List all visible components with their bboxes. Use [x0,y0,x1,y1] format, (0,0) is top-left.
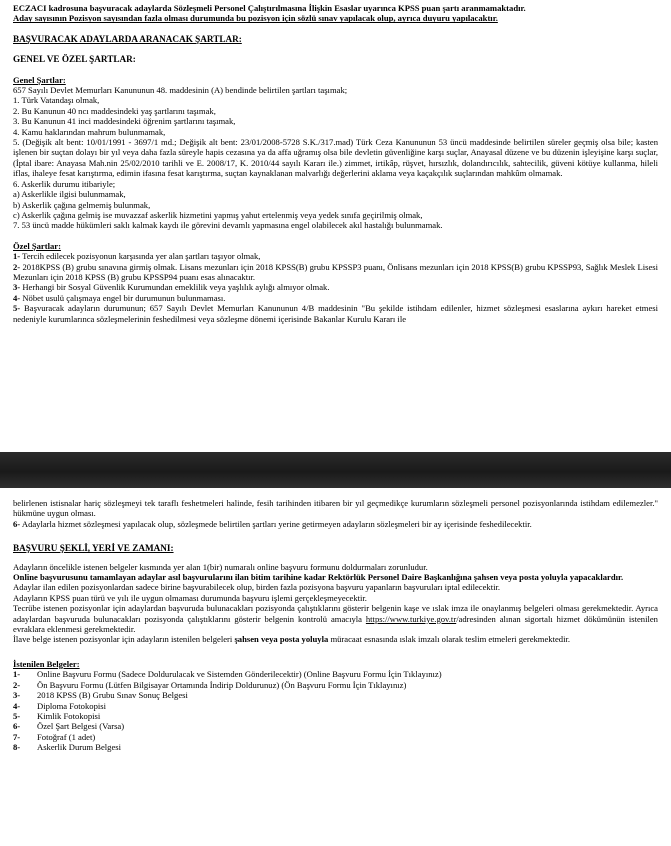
item-number: 3- [13,282,21,293]
paragraph-text: /adresinden alınan sigortalı hizmet dökümünün istenilen evraklara eklenmesi gerekmektedir. [13,613,658,635]
general-requirement-line: 1. Türk Vatandaşı olmak, [13,95,100,106]
page-break-divider [0,452,671,488]
application-paragraph: Adayların öncelikle istenen belgeler kısmında yer alan 1(bir) numaralı online başvuru formunu doldurmaları zorunludur. [13,561,428,572]
item-text: Tercih edilecek pozisyonun karşısında yer alan şartları taşıyor olmak, [22,251,261,262]
application-paragraph [13,603,658,634]
general-requirements-title: Genel Şartlar: [13,74,66,85]
special-requirement-item [13,293,658,303]
item-text: Askerlik Durum Belgesi [37,742,122,753]
top-section [13,3,658,324]
application-paragraph: Adaylar ilan edilen pozisyonlardan sadece birine başvurabilecek olup, birden fazla pozisyona başvuru yapanların başvuruları iptal edilecektir. [13,582,501,593]
paragraph-text: İlave belge istenen pozisyonlar için adayların istenilen belgeleri [13,634,235,645]
general-requirement-line: 657 Sayılı Devlet Memurları Kanununun 48. maddesinin (A) bendinde belirtilen şartları taşımak; [13,85,348,96]
paragraph-text: Tecrübe istenen pozisyonlar için adaylardan başvuruda bulunacakları pozisyonda çalıştıklarını gösterir belgenin kaşe ve ıslak imza ile onaylanmış belgeleri olması gerekmektedir. Ayrıca adaylardan başvuruda bulunacakları pozisyonda çalıştıklarını gösterir belgenin kontrolü amacıyla [13,603,658,624]
document-item[interactable] [13,680,658,690]
special-requirement-item [13,282,658,292]
item-text: Özel Şart Belgesi (Varsa) [37,721,125,732]
paragraph-text-bold: şahsen veya posta yoluyla [234,634,329,645]
turkiye-gov-link[interactable]: https://www.turkiye.gov.tr [365,613,457,624]
application-instructions [13,562,658,645]
special-requirement-item [13,262,658,283]
application-section-title: BAŞVURU ŞEKLİ, YERİ VE ZAMANI: [13,543,174,554]
application-paragraph [13,634,658,644]
item-number: 2- [13,679,21,690]
application-paragraph: Adayların KPSS puan türü ve yılı ile uygun olmaması durumunda başvuru işlemi gerçekleşmeyecektir. [13,592,367,603]
document-item [13,742,658,752]
continued-text: belirlenen istisnalar hariç sözleşmeyi tek taraflı feshetmeleri halinde, fesih tarihinden itibaren bir yıl geçmedikçe kurumların sözleşmeli personel pozisyonlarında istihdam edilemezler." hükmüne uygun olması. [13,498,658,519]
required-documents-list [13,669,658,752]
item-text: Adaylarla hizmet sözleşmesi yapılacak olup, sözleşmede belirtilen şartları yerine getirmeyen adayların sözleşmeleri bir ay içerisinde feshedilecektir. [21,518,532,529]
item-text: Ön Başvuru Formu (Lütfen Bilgisayar Ortamında İndirip Doldurunuz) (Ön Başvuru Formu İçin Tıklayınız) [37,679,407,690]
item-text: Başvuracak adayların durumunun; 657 Sayılı Devlet Memurları Kanununun 4/B maddesinin "Bu şekilde istihdam edilenler, hizmet sözleşmesi esaslarına aykırı hareket etmesi nedeniyle kurumlarınca sözleşmelerinin feshedilmesi veya sözleşme dönemi içerisinde Bakanlar Kurulu Kararı ile [13,303,658,324]
general-requirement-line: 4. Kamu haklarından mahrum bulunmamak, [13,126,166,137]
general-requirement-line: 5. (Değişik alt bent: 10/01/1991 - 3697/1 md.; Değişik alt bent: 23/01/2008-5728 S.K./317.mad) Türk Ceza Kanununun 53 üncü maddesinde belirtilen süreler geçmiş olsa bile; kasten işlenen bir suçtan dolayı bir yıl veya daha fazla süreyle hapis cezasına ya da affa uğramış olsa bile devletin güvenliğine karşı suçlar, Anayasal düzene ve bu düzenin işleyişine karşı suçlar, (İptal ibare: Anayasa Mah.nin 25/02/2010 tarihli ve E. 2008/17, K. 2010/44 sayılı Kararı ile.) zimmet, irtikâp, rüşvet, hırsızlık, dolandırıcılık, sahtecilik, güveni kötüye kullanma, hileli iflas, ihaleye fesat karıştırma, edimin ifasına fesat karıştırma, suçtan kaynaklanan malvarlığı değerlerini aklama veya kaçakçılık suçlarından mahkûm olmamak. [13,137,658,179]
document-item [13,732,658,742]
item-number: 4- [13,700,21,711]
general-requirement-line: 7. 53 üncü madde hükümleri saklı kalmak kaydı ile görevini devamlı yapmasına engel olabilecek akıl hastalığı bulunmamak. [13,220,443,231]
general-requirement-line: 6. Askerlik durumu itibariyle; [13,178,116,189]
document-item [13,690,658,700]
item-number: 2- [13,261,21,272]
item-number: 1- [13,251,21,262]
item-number: 1- [13,669,21,680]
item-number: 7- [13,731,21,742]
special-requirement-item [13,303,658,324]
special-requirements-list [13,251,658,324]
item-number: 6- [13,721,21,732]
document-item [13,711,658,721]
item-text: Kimlik Fotokopisi [37,710,101,721]
bottom-section [13,498,658,753]
item-number: 8- [13,742,21,753]
special-requirement-item-6 [13,519,658,529]
general-requirement-line: 3. Bu Kanunun 41 inci maddesindeki öğrenim şartlarını taşımak, [13,116,236,127]
application-paragraph-bold: Online başvurusunu tamamlayan adaylar asıl başvurularını ilan bitim tarihine kadar Rektörlük Personel Daire Başkanlığına şahsen veya posta yoluyla yapacaklardır. [13,572,624,583]
section-title-general-special: GENEL VE ÖZEL ŞARTLAR: [13,54,136,65]
general-requirement-line: b) Askerlik çağına gelmemiş bulunmak, [13,199,151,210]
item-text: 2018KPSS (B) grubu sınavına girmiş olmak. Lisans mezunları için 2018 KPSS(B) grubu KPSSP3 puanı, Önlisans mezunları için 2018 KPSS(B) grubu KPSSP93, Sağlık Meslek Lisesi Mezunları için 2018 KPSS (B) grubu KPSSP94 puanı esas alınacaktır. [13,261,658,282]
item-text: Fotoğraf (1 adet) [37,731,96,742]
document-item[interactable] [13,669,658,679]
general-requirement-line: a) Askerlikle ilgisi bulunmamak, [13,189,126,200]
document-item [13,721,658,731]
general-requirement-line: c) Askerlik çağına gelmiş ise muvazzaf askerlik hizmetini yapmış yahut ertelenmiş veya yedek sınıfa geçirilmiş olmak, [13,209,423,220]
document-item [13,701,658,711]
oral-exam-notice: Aday sayısının Pozisyon sayısından fazla olması durumunda bu pozisyon için sözlü sınav yapılacak olup, ayrıca duyuru yapılacaktır. [13,13,498,24]
item-text: Nöbet usulü çalışmaya engel bir durumunun bulunmaması. [22,292,226,303]
kpss-notice [13,3,658,13]
item-text: 2018 KPSS (B) Grubu Sınav Sonuç Belgesi [37,690,188,701]
kpss-notice-text: ECZACI kadrosuna başvuracak adaylarda Sözleşmeli Personel Çalıştırılmasına İlişkin Esaslar uyarınca KPSS puan şartı aranmamaktadır. [13,3,526,13]
general-requirements-list [13,85,658,231]
item-text: Online Başvuru Formu (Sadece Doldurulacak ve Sistemden Gönderilecektir) (Online Başvuru Formu İçin Tıklayınız) [37,669,442,680]
item-text: Herhangi bir Sosyal Güvenlik Kurumundan emeklilik veya yaşlılık aylığı almıyor olmak. [22,282,330,293]
required-documents-title: İstenilen Belgeler: [13,658,80,669]
item-number: 4- [13,292,21,303]
general-requirement-line: 2. Bu Kanunun 40 ncı maddesindeki yaş şartlarını taşımak, [13,105,216,116]
item-number: 5- [13,710,21,721]
item-number: 6- [13,518,21,529]
item-number: 3- [13,690,21,701]
item-number: 5- [13,303,21,314]
paragraph-text: müracaat esnasında ıslak imzalı olarak teslim etmeleri gerekmektedir. [328,634,571,645]
special-requirements-title: Özel Şartlar: [13,240,61,251]
item-text: Diploma Fotokopisi [37,700,106,711]
special-requirement-item [13,251,658,261]
section-title-requirements: BAŞVURACAK ADAYLARDA ARANACAK ŞARTLAR: [13,33,242,44]
